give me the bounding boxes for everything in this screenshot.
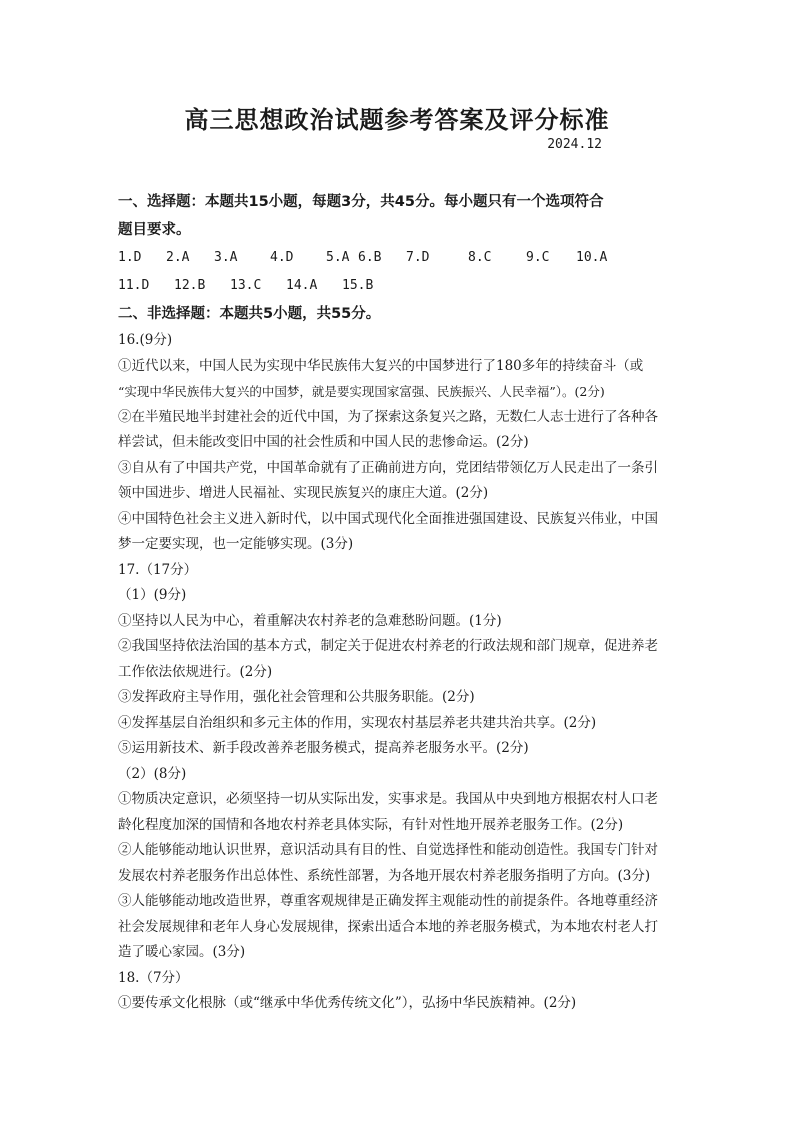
q16-text: 样尝试，但未能改变旧中国的社会性质和中国人民的悲惨命运。(2分) [118, 434, 529, 450]
q17-text: 龄化程度加深的国情和各地农村养老具体实际，有针对性地开展养老服务工作。(2分) [118, 816, 624, 833]
q17-text: 社会发展规律和老年人身心发展规律，探索出适合本地的养老服务模式，为本地农村老人打 [118, 918, 658, 935]
answer-item: 11.D [118, 278, 150, 293]
q16-text: ③自从有了中国共产党，中国革命就有了正确前进方向，党团结带领亿万人民走出了一条引 [118, 459, 658, 476]
q17-text: ③发挥政府主导作用，强化社会管理和公共服务职能。(2分) [118, 689, 475, 705]
q16-text: 领中国进步、增进人民福祉、实现民族复兴的康庄大道。(2分) [118, 485, 489, 501]
q17-text: ④发挥基层自治组织和多元主体的作用，实现农村基层养老共建共治共享。(2分) [118, 714, 597, 731]
q16-text: “实现中华民族伟大复兴的中国梦，就是要实现国家富强、民族振兴、人民幸福”）。(2分) [118, 384, 605, 399]
q17-text: ②我国坚持依法治国的基本方式，制定关于促进农村养老的行政法规和部门规章，促进养老 [118, 638, 658, 654]
section1-heading-cont: 题目要求。 [118, 222, 191, 238]
page-title: 高三思想政治试题参考答案及评分标准 [184, 106, 610, 134]
q16-text: ①近代以来，中国人民为实现中华民族伟大复兴的中国梦进行了180多年的持续奋斗（或 [118, 357, 644, 374]
q17-text: ②人能够能动地认识世界，意识活动具有目的性、自觉选择性和能动创造性。我国专门针对 [118, 842, 658, 858]
q17-text: ③人能够能动地改造世界，尊重客观规律是正确发挥主观能动性的前提条件。各地尊重经济 [118, 893, 658, 909]
answer-item: 8.C [468, 250, 492, 265]
answer-item: 4.D [270, 250, 294, 265]
q16-text: ④中国特色社会主义进入新时代，以中国式现代化全面推进强国建设、民族复兴伟业，中国 [118, 510, 658, 527]
answer-item: 1.D [118, 250, 142, 265]
q17-text: 造了暖心家园。(3分) [118, 944, 246, 960]
q16-text: 梦一定要实现，也一定能够实现。(3分) [118, 536, 354, 552]
section2-heading: 二、非选择题：本题共5小题，共55分。 [118, 306, 381, 322]
answer-item: 6.B [358, 250, 382, 265]
q17-text: 工作依法依规进行。(2分) [118, 663, 273, 680]
q17-text: ①物质决定意识，必须坚持一切从实际出发，实事求是。我国从中央到地方根据农村人口老 [118, 791, 658, 807]
q17-text: 发展农村养老服务作出总体性、系统性部署，为各地开展农村养老服务指明了方向。(3分) [118, 867, 651, 884]
q16-text: ②在半殖民地半封建社会的近代中国，为了探索这条复兴之路，无数仁人志士进行了各种各 [118, 408, 658, 425]
q16-label: 16.(9分) [118, 332, 173, 348]
answer-item: 2.A [166, 250, 190, 265]
answer-item: 5.A [326, 250, 350, 265]
q17-part2-label: （2）(8分) [118, 765, 187, 782]
answer-item: 9.C [526, 250, 550, 265]
section1-heading: 一、选择题：本题共15小题，每题3分，共45分。每小题只有一个选项符合 [118, 194, 604, 210]
q17-part1-label: （1）(9分) [118, 587, 187, 603]
answer-item: 14.A [286, 278, 318, 293]
q18-label: 18.（7分） [118, 969, 189, 986]
answer-item: 12.B [174, 278, 206, 293]
answer-content [118, 188, 678, 1017]
answer-item: 13.C [230, 278, 262, 293]
answer-item: 3.A [214, 250, 238, 265]
q17-text: ⑤运用新技术、新手段改善养老服务模式，提高养老服务水平。(2分) [118, 740, 529, 756]
answer-item: 15.B [342, 278, 374, 293]
q17-text: ①坚持以人民为中心，着重解决农村养老的急难愁盼问题。(1分) [118, 612, 502, 629]
answer-item: 7.D [406, 250, 430, 265]
answer-row-1 [118, 244, 678, 272]
q18-text: ①要传承文化根脉（或“继承中华优秀传统文化”），弘扬中华民族精神。(2分) [118, 995, 577, 1011]
q17-label: 17.（17分） [118, 561, 198, 578]
answer-item: 10.A [576, 250, 608, 265]
answer-row-2 [118, 272, 678, 300]
document-date: 2024.12 [547, 137, 602, 152]
